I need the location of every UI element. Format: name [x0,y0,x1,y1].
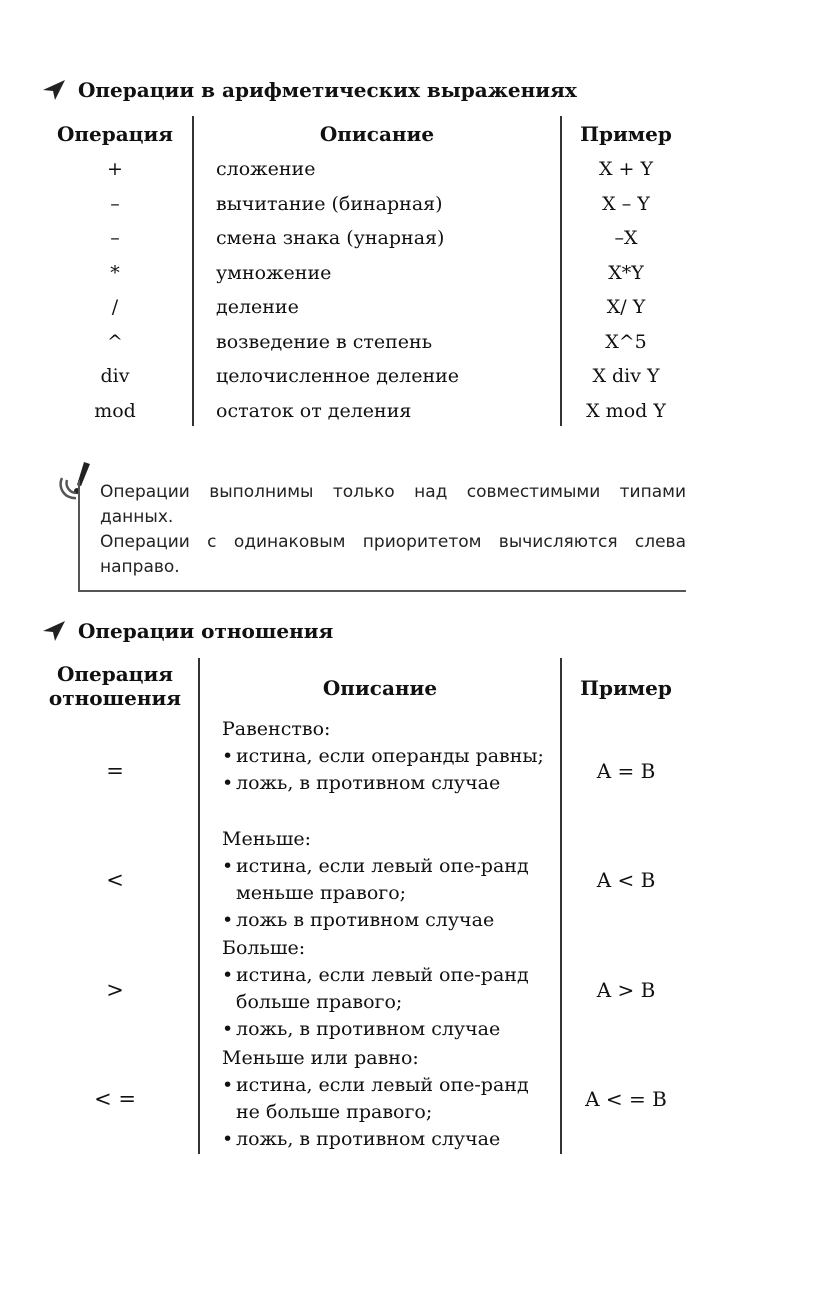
row-example: X mod Y [586,399,666,422]
row-description: смена знака (унарная) [216,227,445,249]
row-operation: + [107,158,123,180]
row-operation: div [100,365,130,387]
description-bullet: • ложь в противном случае [222,907,552,934]
row-operation: * [110,261,120,284]
row-example: X – Y [602,192,650,215]
row-description [222,826,552,934]
row-description [222,716,552,797]
description-title: Равенство: [222,718,331,740]
row-operation: < [106,868,124,892]
note-box [78,480,686,592]
header-description: Описание [322,676,438,700]
header-operation-line1: Операция [56,662,174,686]
row-description [222,1045,552,1153]
description-title: Меньше: [222,827,312,850]
row-operation: / [111,296,119,318]
row-operation: mod [94,399,136,422]
row-example: X/ Y [606,296,646,318]
description-bullet: • ложь, в противном случае [222,1016,552,1043]
section-title: Операции отношения [78,619,334,643]
section-heading-arithmetic [42,78,577,102]
table-row [40,826,690,935]
row-example: A > B [596,977,656,1002]
note-line: Операции выполнимы только над совместимыми типами данных. [100,482,686,527]
row-description: вычитание (бинарная) [216,192,443,215]
row-description: целочисленное деление [216,365,460,387]
table-row [40,716,690,825]
row-operation: ^ [107,330,123,353]
table-row [40,935,690,1044]
header-operation: Операция [56,122,174,146]
header-operation-line2: отношения [48,686,182,710]
table-row [40,1045,690,1154]
header-description: Описание [319,122,435,146]
description-bullet: • ложь, в противном случае [222,770,552,797]
row-description: остаток от деления [216,399,412,422]
section-heading-relational [42,619,333,643]
row-example: X*Y [608,261,644,284]
note-line: Операции с одинаковым приоритетом вычисляются слева направо. [100,532,686,577]
arrow-pointer-icon [42,620,66,642]
description-bullet: • истина, если левый опе-ранд меньше правого; [222,853,552,907]
description-bullet: • истина, если левый опе-ранд не больше правого; [222,1072,552,1126]
row-operation: – [110,192,120,215]
arrow-pointer-icon [42,79,66,101]
section-title: Операции в арифметических выражениях [78,78,577,102]
row-description [222,935,552,1043]
row-example: X^5 [605,330,647,353]
header-operation [40,662,190,710]
description-bullet: • истина, если операнды равны; [222,743,552,770]
row-operation: < = [94,1087,136,1111]
row-example: A = B [596,758,656,783]
row-description: сложение [216,158,316,180]
column-divider [192,116,194,426]
row-description: умножение [216,261,332,284]
header-example: Пример [580,676,672,700]
relational-operations-table [40,658,690,1154]
row-operation: > [106,977,124,1002]
header-example: Пример [580,122,672,146]
arithmetic-operations-table [40,116,690,426]
row-operation: = [106,758,124,783]
row-description: деление [216,296,299,318]
description-bullet: • истина, если левый опе-ранд больше правого; [222,962,552,1016]
description-bullet: • ложь, в противном случае [222,1126,552,1153]
row-example: A < B [596,868,656,892]
row-example: X + Y [598,158,654,180]
row-example: X div Y [592,365,660,387]
row-example: A < = B [585,1087,667,1111]
row-description: возведение в степень [216,330,433,353]
row-operation: – [110,227,120,249]
description-title: Меньше или равно: [222,1046,419,1069]
row-example: –X [614,227,638,249]
description-title: Больше: [222,937,306,959]
